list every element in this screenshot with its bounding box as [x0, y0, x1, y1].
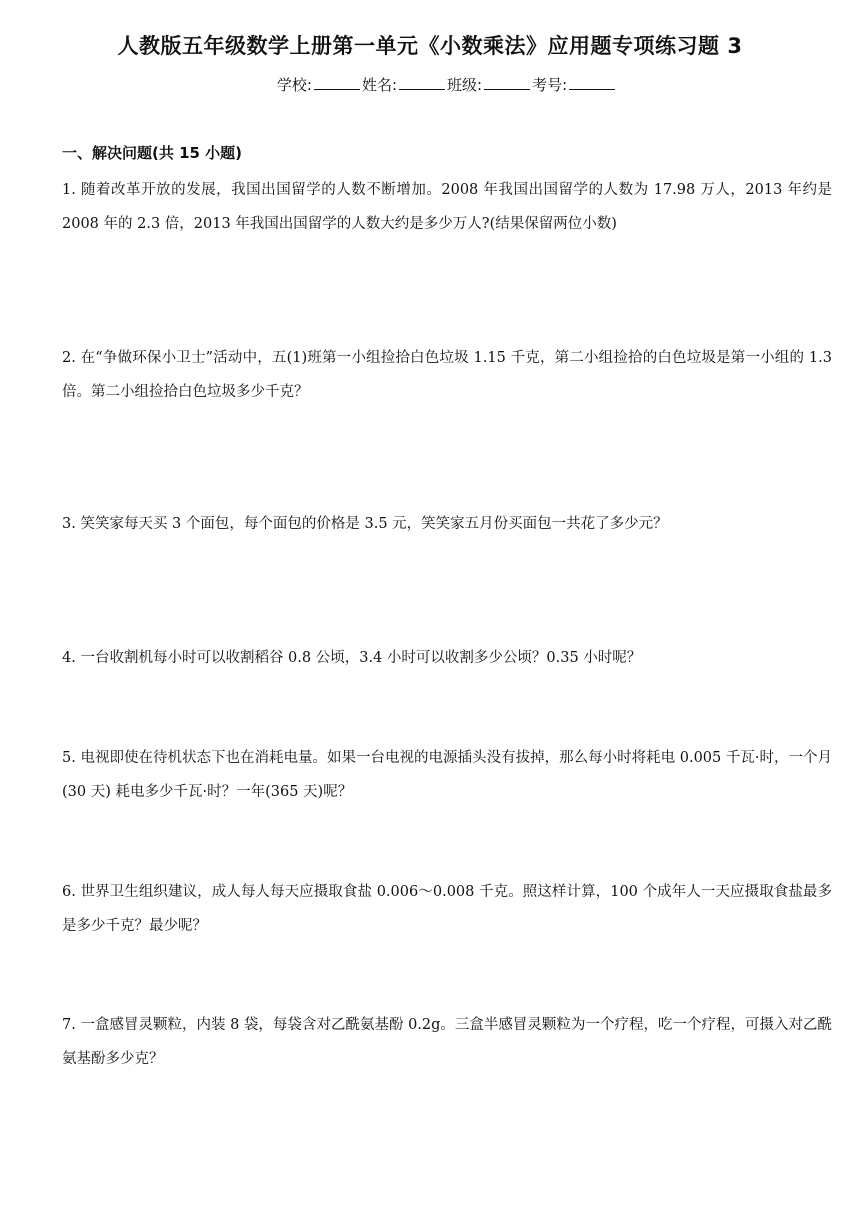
question-6: 6. 世界卫生组织建议，成人每人每天应摄取食盐 0.006～0.008 千克。照这样计算，100 个成年人一天应摄取食盐最多是多少千克？最少呢？ — [62, 884, 832, 934]
class-label: 班级: — [447, 76, 483, 94]
question-2: 2. 在“争做环保小卫士”活动中，五(1)班第一小组捡拾白色垃圾 1.15 千克，第二小组捡拾的白色垃圾是第一小组的 1.3 倍。第二小组捡拾白色垃圾多少千克？ — [62, 350, 832, 400]
page-title: 人教版五年级数学上册第一单元《小数乘法》应用题专项练习题 3 — [117, 34, 743, 58]
question-1: 1. 随着改革开放的发展，我国出国留学的人数不断增加。2008 年我国出国留学的人数为 17.98 万人，2013 年约是 2008 年的 2.3 倍，2013 年我国出国留学的人数大约是多少万人?(结果保留两位小数) — [62, 182, 832, 232]
section-heading: 一、解决问题(共 15 小题) — [62, 144, 243, 162]
exam-number-label: 考号: — [532, 76, 568, 94]
question-5: 5. 电视即使在待机状态下也在消耗电量。如果一台电视的电源插头没有拔掉，那么每小时将耗电 0.005 千瓦·时，一个月(30 天) 耗电多少千瓦·时？一年(365 天)呢？ — [62, 750, 832, 800]
name-blank — [399, 75, 445, 90]
school-label: 学校: — [276, 76, 312, 94]
question-3: 3. 笑笑家每天买 3 个面包，每个面包的价格是 3.5 元，笑笑家五月份买面包一共花了多少元？ — [62, 516, 668, 532]
exam-number-blank — [569, 75, 615, 90]
question-4: 4. 一台收割机每小时可以收割稻谷 0.8 公顷，3.4 小时可以收割多少公顷？0.35 小时呢？ — [62, 650, 642, 666]
school-blank — [314, 75, 360, 90]
class-blank — [484, 75, 530, 90]
student-info-line — [0, 74, 860, 95]
name-label: 姓名: — [361, 76, 397, 94]
question-7: 7. 一盒感冒灵颗粒，内装 8 袋，每袋含对乙酰氨基酚 0.2g。三盒半感冒灵颗粒为一个疗程，吃一个疗程，可摄入对乙酰氨基酚多少克？ — [62, 1017, 832, 1067]
